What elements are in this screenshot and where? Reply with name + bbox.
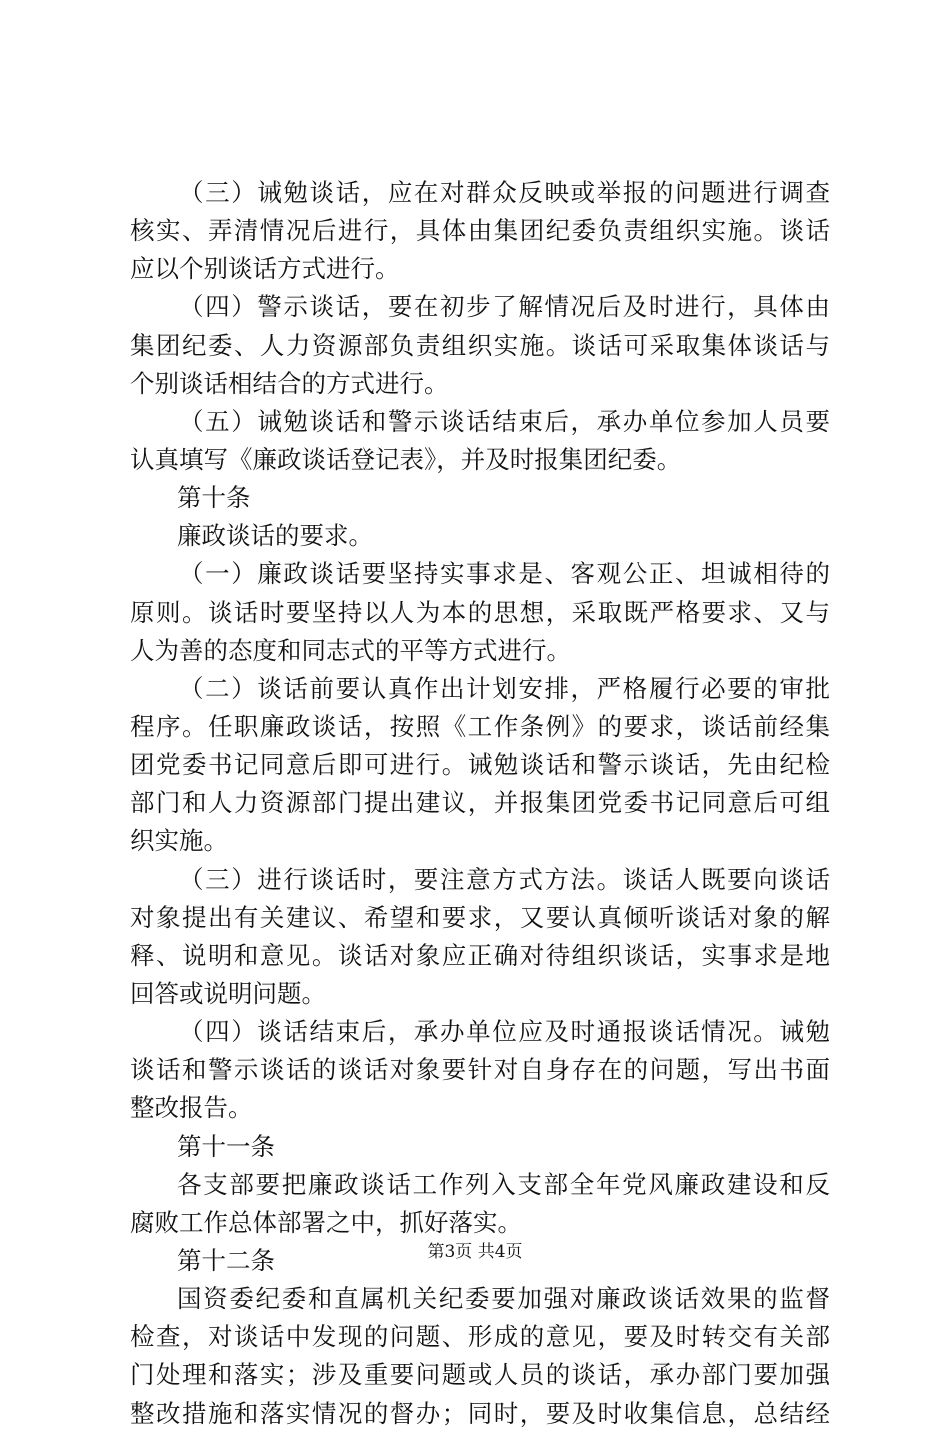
text-line: 释、说明和意见。谈话对象应正确对待组织谈话，实事求是地 (130, 940, 830, 970)
text-line: 个别谈话相结合的方式进行。 (130, 368, 449, 398)
text-line: 对象提出有关建议、希望和要求，又要认真倾听谈话对象的解 (130, 902, 830, 932)
text-line: 集团纪委、人力资源部负责组织实施。谈话可采取集体谈话与 (130, 330, 830, 360)
text-line: 核实、弄清情况后进行，具体由集团纪委负责组织实施。谈话 (130, 216, 830, 246)
text-line: 廉政谈话的要求。 (177, 521, 373, 551)
text-line: 门处理和落实；涉及重要问题或人员的谈话，承办部门要加强 (130, 1360, 830, 1390)
text-line: （一）廉政谈话要坚持实事求是、客观公正、坦诚相待的 (179, 559, 830, 589)
text-line: （四）警示谈话，要在初步了解情况后及时进行，具体由 (179, 292, 830, 322)
text-line: 部门和人力资源部门提出建议，并报集团党委书记同意后可组 (130, 788, 830, 818)
text-line: 整改措施和落实情况的督办；同时，要及时收集信息，总结经 (130, 1398, 830, 1428)
text-line: 团党委书记同意后即可进行。诫勉谈话和警示谈话，先由纪检 (130, 750, 830, 780)
text-line: 检查，对谈话中发现的问题、形成的意见，要及时转交有关部 (130, 1322, 830, 1352)
text-line: 认真填写《廉政谈话登记表》，并及时报集团纪委。 (130, 444, 682, 474)
text-line: （五）诫勉谈话和警示谈话结束后，承办单位参加人员要 (179, 406, 830, 436)
text-line: （四）谈话结束后，承办单位应及时通报谈话情况。诫勉 (179, 1017, 830, 1047)
page-number-footer: 第3页 共4页 (427, 1242, 523, 1262)
article-heading: 第十二条 (177, 1245, 275, 1275)
text-line: 程序。任职廉政谈话，按照《工作条例》的要求，谈话前经集 (130, 711, 830, 741)
text-line: （三）进行谈话时，要注意方式方法。谈话人既要向谈话 (179, 864, 830, 894)
text-line: 原则。谈话时要坚持以人为本的思想，采取既严格要求、又与 (130, 597, 830, 627)
article-heading: 第十条 (177, 483, 251, 513)
text-line: 回答或说明问题。 (130, 978, 326, 1008)
text-line: （三）诫勉谈话，应在对群众反映或举报的问题进行调查 (179, 178, 830, 207)
article-heading: 第十一条 (177, 1131, 275, 1161)
text-line: 织实施。 (130, 826, 228, 856)
text-line: 整改报告。 (130, 1093, 253, 1123)
text-line: 各支部要把廉政谈话工作列入支部全年党风廉政建设和反 (177, 1169, 830, 1199)
text-line: 腐败工作总体部署之中，抓好落实。 (130, 1207, 522, 1237)
text-line: （二）谈话前要认真作出计划安排，严格履行必要的审批 (179, 673, 830, 703)
text-line: 人为善的态度和同志式的平等方式进行。 (130, 635, 571, 665)
text-line: 国资委纪委和直属机关纪委要加强对廉政谈话效果的监督 (177, 1284, 830, 1314)
text-line: 应以个别谈话方式进行。 (130, 254, 400, 284)
text-line: 谈话和警示谈话的谈话对象要针对自身存在的问题，写出书面 (130, 1055, 830, 1085)
